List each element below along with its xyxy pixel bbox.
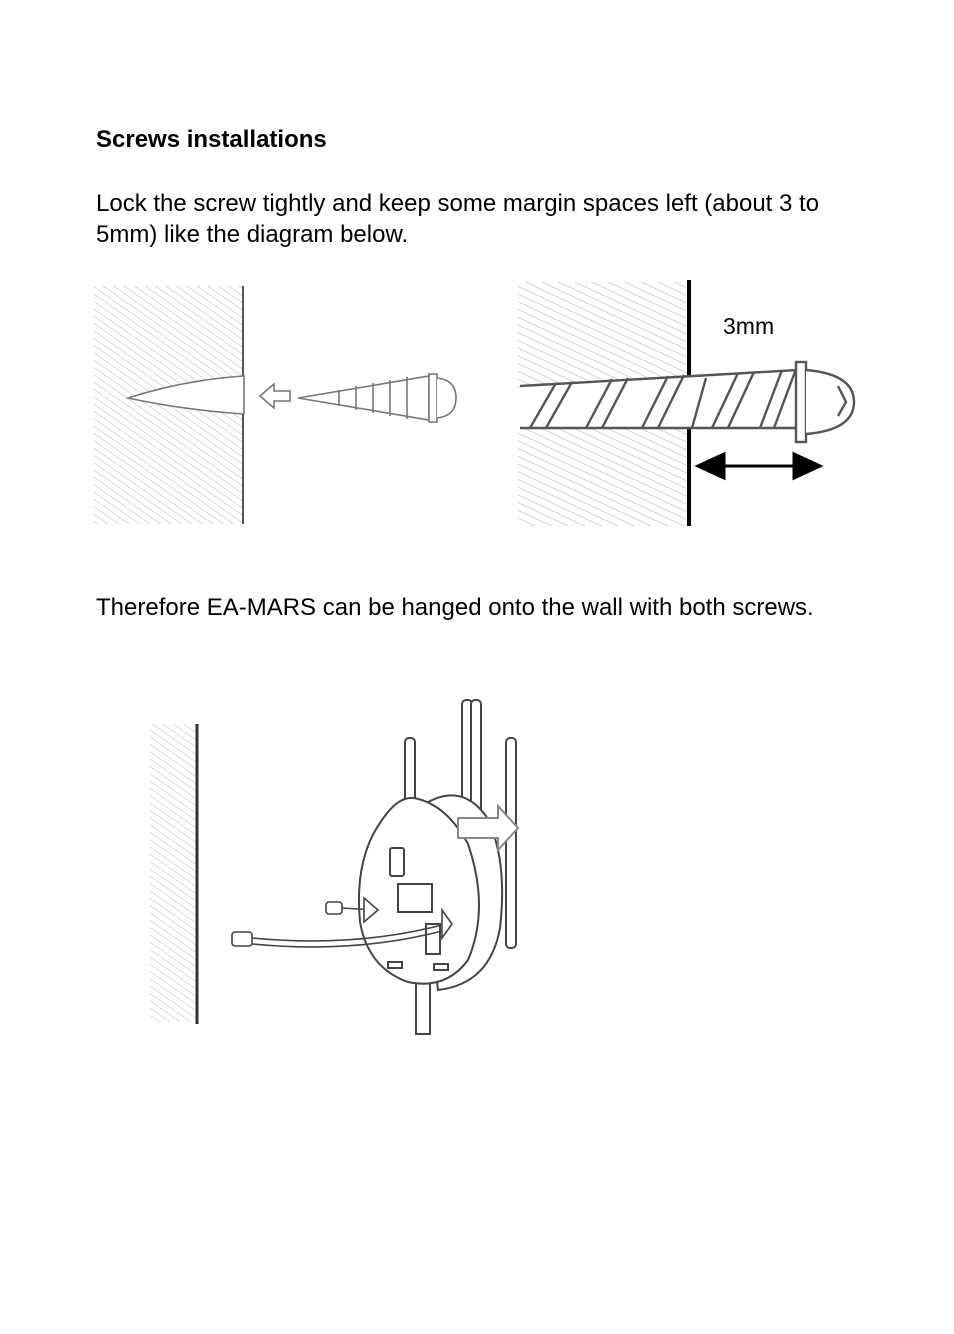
- screw-illustration: [298, 374, 456, 422]
- mount-slot-icon: [390, 848, 404, 876]
- router-device: [359, 700, 518, 1034]
- section-heading: Screws installations: [96, 126, 327, 153]
- wall-section: [150, 724, 196, 1022]
- wall-mount-diagram: [146, 698, 536, 1038]
- antenna-icon: [506, 738, 516, 948]
- margin-double-arrow: [698, 454, 820, 478]
- label-plate: [398, 884, 432, 912]
- instruction-paragraph: Lock the screw tightly and keep some margin spaces left (about 3 to 5mm) like the diagram below.: [96, 190, 820, 248]
- screw-insertion-diagram: [94, 280, 464, 526]
- screw-margin-diagram: [516, 278, 866, 528]
- margin-label: 3mm: [723, 313, 775, 339]
- insert-arrow: [260, 384, 290, 408]
- hanging-paragraph: Therefore EA-MARS can be hanged onto the wall with both screws.: [96, 594, 814, 621]
